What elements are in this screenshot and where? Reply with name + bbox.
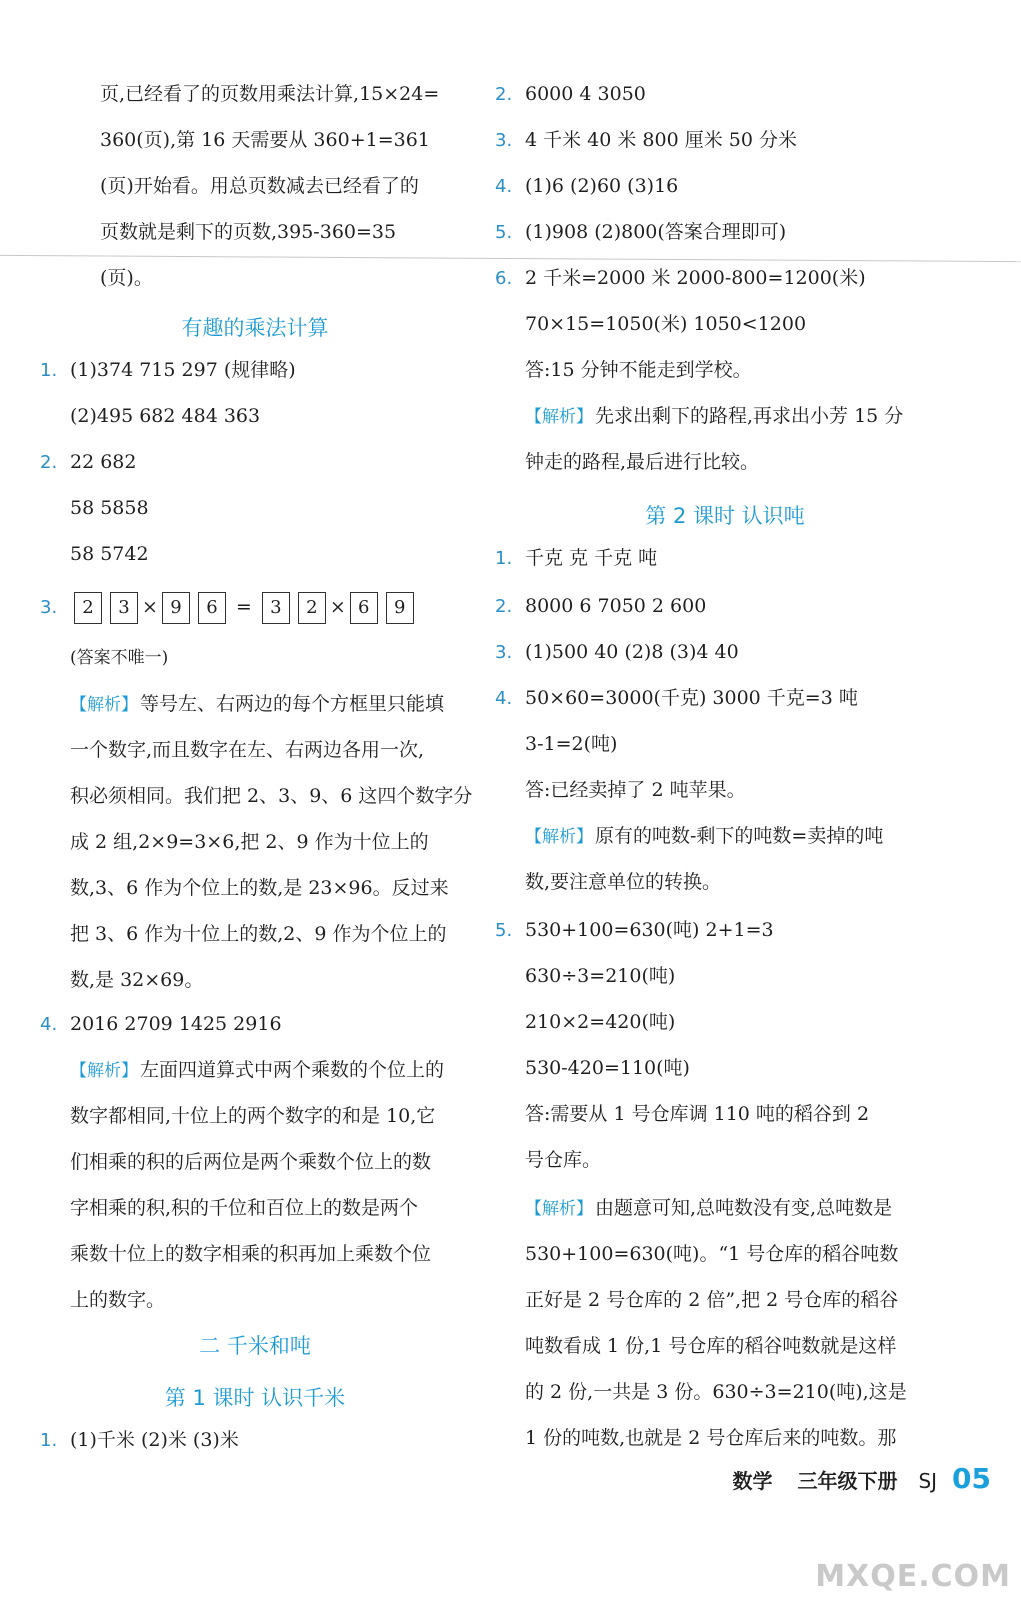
analysis-text: 左面四道算式中两个乘数的个位上的 [140, 1059, 445, 1081]
answer-text: (2)495 682 484 363 [70, 405, 261, 427]
times-sign: × [329, 596, 346, 618]
footer-edition: SJ [918, 1469, 938, 1493]
question-2 [495, 82, 646, 107]
page-number: 05 [952, 1462, 991, 1495]
answer-text: (1)908 (2)800(答案合理即可) [525, 221, 787, 243]
question-number: 3. [495, 130, 513, 151]
analysis-tag: 【解析】 [525, 407, 593, 427]
answer-text: 70×15=1050(米) 1050<1200 [525, 313, 807, 335]
analysis-text: 等号左、右两边的每个方框里只能填 [140, 693, 445, 715]
question-number: 1. [40, 360, 58, 381]
analysis-text: 原有的吨数-剩下的吨数=卖掉的吨 [595, 825, 884, 847]
equals-sign: = [235, 596, 252, 618]
lesson-title: 第 2 课时 认识吨 [645, 504, 805, 528]
answer-text: 千克 克 千克 吨 [525, 547, 658, 569]
fold-line [0, 255, 1021, 262]
analysis-text: 吨数看成 1 份,1 号仓库的稻谷吨数就是这样 [525, 1335, 897, 1357]
question-4 [495, 174, 678, 199]
question-number: 2. [495, 596, 513, 617]
answer-text: 答:需要从 1 号仓库调 110 吨的稻谷到 2 [525, 1103, 870, 1125]
question-4 [40, 1012, 282, 1037]
analysis-tag: 【解析】 [525, 1199, 593, 1219]
watermark: MXQE.COM [815, 1559, 1011, 1594]
analysis-text: 数,是 32×69。 [70, 969, 204, 991]
note-text: (答案不唯一) [70, 648, 169, 668]
lesson-title: 第 1 课时 认识千米 [164, 1386, 346, 1410]
answer-text: 答:已经卖掉了 2 吨苹果。 [525, 779, 746, 801]
analysis-text: 的 2 份,一共是 3 份。630÷3=210(吨),这是 [525, 1381, 907, 1403]
question-number: 5. [495, 920, 513, 941]
analysis-text: 成 2 组,2×9=3×6,把 2、9 作为十位上的 [70, 831, 429, 853]
question-number: 1. [40, 1430, 58, 1451]
question-number: 5. [495, 222, 513, 243]
analysis-text: 先求出剩下的路程,再求出小芳 15 分 [595, 405, 904, 427]
analysis-text: 乘数十位上的数字相乘的积再加上乘数个位 [70, 1243, 432, 1265]
question-number: 2. [495, 84, 513, 105]
analysis-text: 一个数字,而且数字在左、右两边各用一次, [70, 739, 425, 761]
answer-text: 号仓库。 [525, 1149, 602, 1171]
lesson2-question-1 [495, 546, 657, 571]
digit-box: 2 [298, 592, 326, 624]
answer-text: 210×2=420(吨) [525, 1011, 676, 1033]
analysis-line [525, 824, 883, 849]
answer-text: 630÷3=210(吨) [525, 965, 676, 987]
analysis-tag: 【解析】 [525, 827, 593, 847]
continued-text: 页数就是剩下的页数,395-360=35 [100, 221, 397, 243]
answer-text: 3-1=2(吨) [525, 733, 618, 755]
answer-text: 22 682 [70, 451, 137, 473]
answer-text: 50×60=3000(千克) 3000 千克=3 吨 [525, 687, 858, 709]
analysis-text: 正好是 2 号仓库的 2 倍”,把 2 号仓库的稻谷 [525, 1289, 899, 1311]
answer-text: 4 千米 40 米 800 厘米 50 分米 [525, 129, 797, 151]
times-sign: × [142, 596, 158, 618]
analysis-text: 1 份的吨数,也就是 2 号仓库后来的吨数。那 [525, 1427, 897, 1449]
answer-text: 58 5742 [70, 543, 149, 565]
digit-box: 3 [110, 592, 138, 624]
digit-box: 2 [74, 592, 102, 624]
analysis-tag: 【解析】 [70, 1061, 138, 1081]
question-number: 1. [495, 548, 513, 569]
lesson1-question-1 [40, 1428, 239, 1453]
question-number: 3. [40, 597, 58, 618]
digit-box: 6 [198, 592, 226, 624]
question-5 [495, 220, 786, 245]
question-number: 2. [40, 452, 58, 473]
analysis-text: 们相乘的积的后两位是两个乘数个位上的数 [70, 1151, 432, 1173]
question-number: 4. [495, 688, 513, 709]
question-number: 4. [495, 176, 513, 197]
analysis-line [70, 692, 444, 717]
footer-grade: 三年级下册 [797, 1469, 898, 1493]
analysis-text: 由题意可知,总吨数没有变,总吨数是 [595, 1197, 893, 1219]
analysis-text: 数,要注意单位的转换。 [525, 871, 722, 893]
digit-box: 6 [350, 592, 378, 624]
continued-text: (页)开始看。用总页数减去已经看了的 [100, 175, 419, 197]
answer-text: 58 5858 [70, 497, 149, 519]
answer-text: 8000 6 7050 2 600 [525, 595, 707, 617]
answer-text: (1)6 (2)60 (3)16 [525, 175, 679, 197]
question-number: 6. [495, 268, 513, 289]
answer-text: 530+100=630(吨) 2+1=3 [525, 919, 774, 941]
answer-text: 530-420=110(吨) [525, 1057, 690, 1079]
answer-text: (1)千米 (2)米 (3)米 [70, 1429, 239, 1451]
continued-text: 页,已经看了的页数用乘法计算,15×24= [100, 83, 440, 105]
analysis-line [70, 1058, 444, 1083]
question-1 [40, 358, 296, 383]
digit-box: 9 [386, 592, 414, 624]
lesson2-question-2 [495, 594, 706, 619]
answer-text: 2016 2709 1425 2916 [70, 1013, 282, 1035]
analysis-text: 积必须相同。我们把 2、3、9、6 这四个数字分 [70, 785, 473, 807]
analysis-text: 把 3、6 作为十位上的数,2、9 作为个位上的 [70, 923, 447, 945]
question-2 [40, 450, 136, 475]
unit-title: 二 千米和吨 [199, 1334, 311, 1358]
analysis-text: 钟走的路程,最后进行比较。 [525, 451, 760, 473]
lesson2-question-4 [495, 686, 858, 711]
continued-text: (页)。 [100, 267, 153, 289]
lesson2-question-3 [495, 640, 739, 665]
analysis-text: 数,3、6 作为个位上的数,是 23×96。反过来 [70, 877, 449, 899]
question-3 [495, 128, 797, 153]
analysis-text: 530+100=630(吨)。“1 号仓库的稻谷吨数 [525, 1243, 899, 1265]
page-footer [733, 1462, 991, 1495]
analysis-line [525, 1196, 892, 1221]
analysis-tag: 【解析】 [70, 695, 138, 715]
analysis-text: 数字都相同,十位上的两个数字的和是 10,它 [70, 1105, 436, 1127]
question-3 [40, 590, 418, 625]
digit-box: 3 [262, 592, 290, 624]
question-number: 4. [40, 1014, 58, 1035]
answer-text: 2 千米=2000 米 2000-800=1200(米) [525, 267, 866, 289]
footer-subject: 数学 [732, 1469, 773, 1493]
lesson2-question-5 [495, 918, 774, 943]
continued-text: 360(页),第 16 天需要从 360+1=361 [100, 129, 430, 151]
answer-text: (1)374 715 297 (规律略) [70, 359, 296, 381]
section-title: 有趣的乘法计算 [181, 316, 329, 340]
answer-text: 答:15 分钟不能走到学校。 [525, 359, 752, 381]
analysis-line [525, 404, 903, 429]
answer-text: 6000 4 3050 [525, 83, 646, 105]
analysis-text: 上的数字。 [70, 1289, 166, 1311]
answer-text: (1)500 40 (2)8 (3)4 40 [525, 641, 739, 663]
question-6 [495, 266, 866, 291]
analysis-text: 字相乘的积,积的千位和百位上的数是两个 [70, 1197, 419, 1219]
question-number: 3. [495, 642, 513, 663]
digit-box: 9 [162, 592, 190, 624]
